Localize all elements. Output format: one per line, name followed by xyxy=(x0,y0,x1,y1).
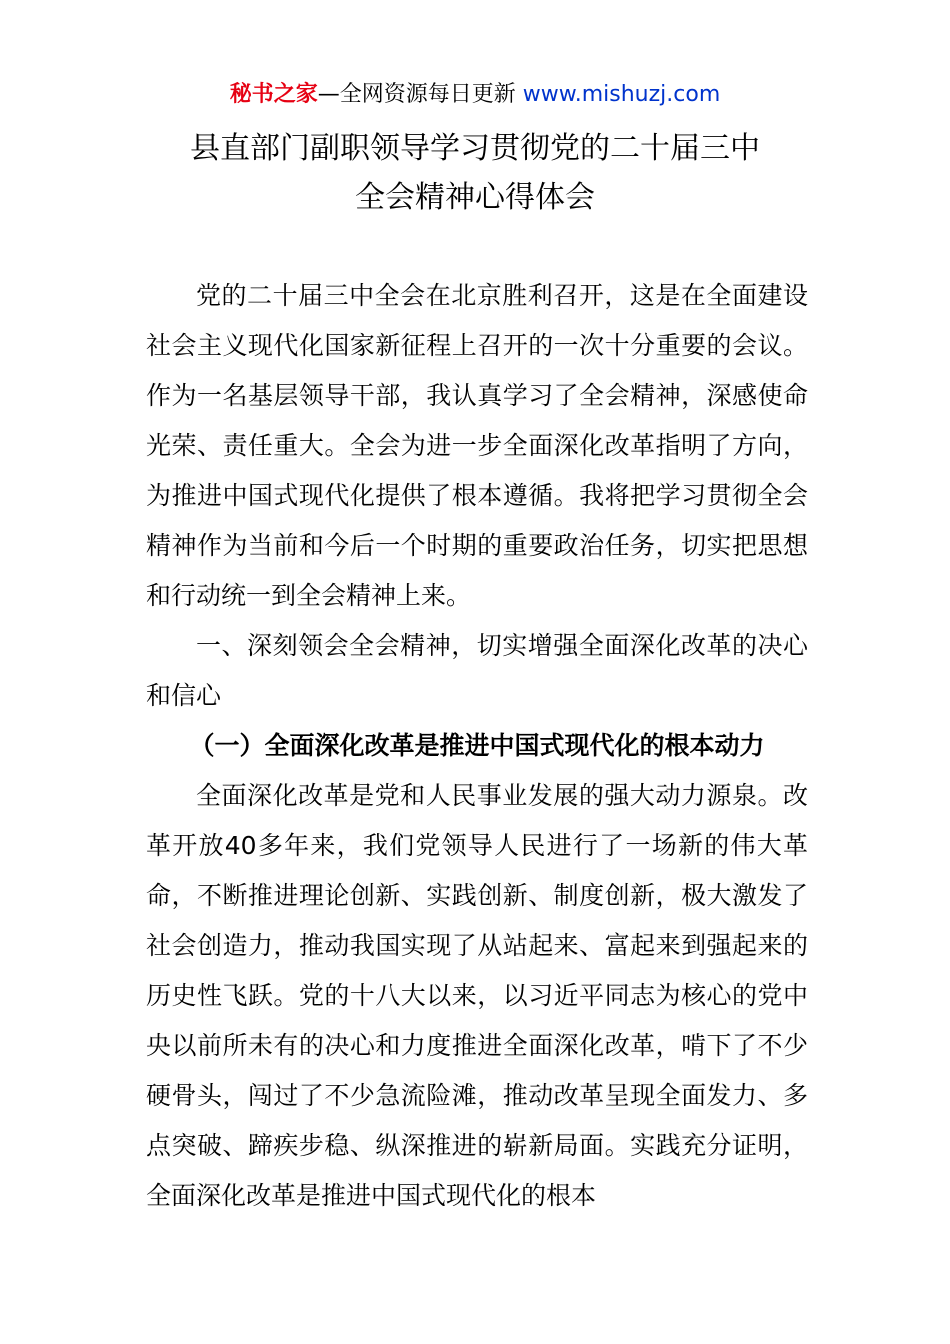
paragraph-reform: 全面深化改革是党和人民事业发展的强大动力源泉。改革开放40多年来，我们党领导人民进行了一场新的伟大革命，不断推进理论创新、实践创新、制度创新，极大激发了社会创造力，推动我国实现了从站起来、富起来到强起来的历史性飞跃。党的十八大以来，以习近平同志为核心的党中央以前所未有的决心和力度推进全面深化改革，啃下了不少硬骨头，闯过了不少急流险滩，推动改革呈现全面发力、多点突破、蹄疾步稳、纵深推进的崭新局面。实践充分证明，全面深化改革是推进中国式现代化的根本 xyxy=(146,781,808,1210)
site-url-link[interactable]: www.mishuzj.com xyxy=(522,82,721,107)
site-header xyxy=(0,78,950,112)
site-brand: 秘书之家 xyxy=(229,82,318,107)
header-tagline: —全网资源每日更新 xyxy=(317,82,523,107)
section-heading-1: 一、深刻领会全会精神，切实增强全面深化改革的决心和信心 xyxy=(146,631,808,710)
document-body xyxy=(146,271,808,1221)
document-title-line-1: 县直部门副职领导学习贯彻党的二十届三中 xyxy=(190,131,760,166)
document-title-line-2: 全会精神心得体会 xyxy=(355,180,595,215)
subsection-heading-1: （一）全面深化改革是推进中国式现代化的根本动力 xyxy=(189,731,765,760)
paragraph-intro: 党的二十届三中全会在北京胜利召开，这是在全面建设社会主义现代化国家新征程上召开的一次十分重要的会议。作为一名基层领导干部，我认真学习了全会精神，深感使命光荣、责任重大。全会为进一步全面深化改革指明了方向，为推进中国式现代化提供了根本遵循。我将把学习贯彻全会精神作为当前和今后一个时期的重要政治任务，切实把思想和行动统一到全会精神上来。 xyxy=(146,281,808,610)
